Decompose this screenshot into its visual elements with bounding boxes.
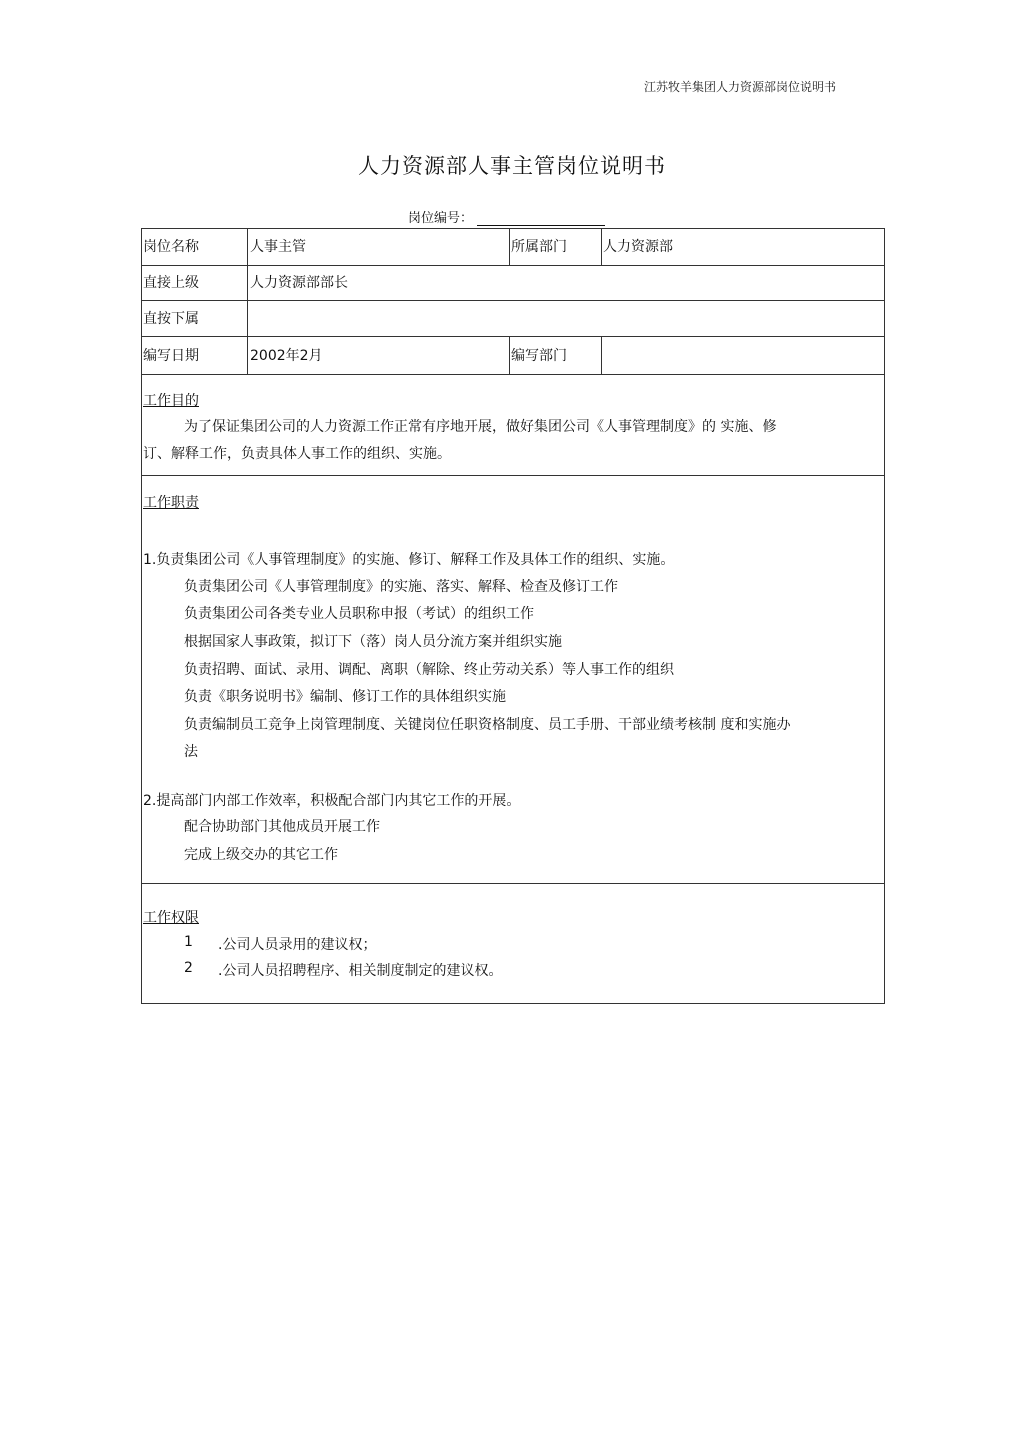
authority-item-text: .公司人员录用的建议权； [218,937,377,953]
duty-sub-item: 负责集团公司《人事管理制度》的实施、落实、解释、检查及修订工作 [184,579,618,595]
row-divider [142,336,884,337]
duty-sub-item: 负责《职务说明书》编制、修订工作的具体组织实施 [184,689,506,705]
post-number-label: 岗位编号： [408,211,474,226]
col-divider [509,229,510,265]
duty-item-2: 2.提高部门内部工作效率，积极配合部门内其它工作的开展。 [143,793,521,809]
col-divider [247,229,248,375]
document-title: 人力资源部人事主管岗位说明书 [358,154,666,178]
duty-sub-item: 完成上级交办的其它工作 [184,847,338,863]
department-value: 人力资源部 [603,239,673,255]
col-divider [601,229,602,265]
purpose-text-line1: 为了保证集团公司的人力资源工作正常有序地开展，做好集团公司《人事管理制度》的 实施、修 [184,419,777,435]
direct-subordinate-label: 直按下属 [143,311,199,327]
duty-sub-item: 负责编制员工竞争上岗管理制度、关键岗位任职资格制度、员工手册、干部业绩考核制 度和实施办 [184,717,791,733]
duties-title: 工作职责 [143,495,199,511]
row-divider [142,265,884,266]
post-number-field[interactable] [477,211,605,226]
row-divider [142,374,884,375]
authority-item-text: .公司人员招聘程序、相关制度制定的建议权。 [218,963,503,979]
header-note: 江苏牧羊集团人力资源部岗位说明书 [643,80,836,94]
written-date-value: 2002年2月 [250,348,323,364]
col-divider [509,336,510,375]
section-divider [142,883,884,884]
purpose-title: 工作目的 [143,393,199,409]
written-date-label: 编写日期 [143,348,199,364]
position-name-label: 岗位名称 [143,239,199,255]
duty-item-1: 1.负责集团公司《人事管理制度》的实施、修订、解释工作及具体工作的组织、实施。 [143,552,675,568]
duty-sub-item: 负责招聘、面试、录用、调配、离职（解除、终止劳动关系）等人事工作的组织 [184,662,674,678]
job-description-form [141,228,885,1004]
row-divider [142,300,884,301]
direct-superior-value: 人力资源部部长 [250,275,348,291]
position-name-value: 人事主管 [250,239,306,255]
col-divider [601,336,602,375]
post-number [408,207,605,226]
purpose-text-line2: 订、解释工作，负责具体人事工作的组织、实施。 [143,446,451,462]
authority-title: 工作权限 [143,910,199,926]
authority-item-number: 1 [184,934,193,950]
duty-sub-item: 根据国家人事政策，拟订下（落）岗人员分流方案并组织实施 [184,634,562,650]
authority-item-number: 2 [184,960,193,976]
duty-sub-item: 负责集团公司各类专业人员职称申报（考试）的组织工作 [184,606,534,622]
department-label: 所属部门 [511,239,567,255]
duty-sub-item: 配合协助部门其他成员开展工作 [184,819,380,835]
author-department-label: 编写部门 [511,348,567,364]
duty-sub-item: 法 [184,744,198,760]
section-divider [142,475,884,476]
direct-superior-label: 直接上级 [143,275,199,291]
